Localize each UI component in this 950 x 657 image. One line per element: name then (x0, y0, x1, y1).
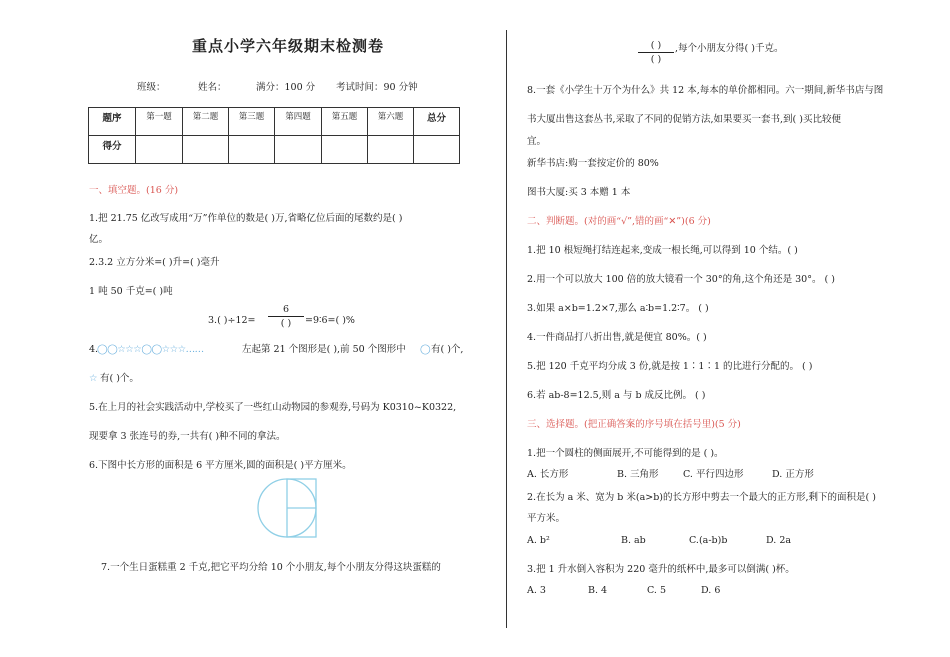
exam-time-label: 考试时间：90 分钟 (336, 82, 418, 93)
full-score-label: 满分：100 分 (256, 82, 316, 93)
table-header-cell: 题序 (89, 108, 136, 136)
score-cell[interactable] (322, 136, 368, 164)
judge-item: 2.用一个可以放大 100 倍的放大镜看一个 30°的角,这个角还是 30°。 ( ) (527, 274, 835, 285)
question-1-8-cont: 书大厦出售这套丛书,采取了不同的促销方法,如果要买一套书,到( )买比较便 (527, 114, 841, 125)
section2-heading: 二、判断题。(对的画“√”,错的画“✕”)(6 分) (527, 216, 711, 227)
choice-option: B. ab (621, 535, 646, 546)
table-header-cell: 第三题 (229, 108, 275, 136)
name-field-label: 姓名： (198, 82, 227, 93)
question-1-3-fraction (264, 304, 308, 329)
choice-option: C. 5 (647, 585, 667, 596)
question-1-8-cont2: 宜。 (527, 136, 547, 147)
judge-item: 1.把 10 根短绳打结连起来,变成一根长绳,可以得到 10 个结。( ) (527, 245, 798, 256)
question-1-5-cont: 现要拿 3 张连号的券,一共有( )种不同的拿法。 (89, 431, 286, 442)
score-row-label: 得分 (89, 136, 136, 164)
question-1-4-circle-count: 有( )个, (431, 344, 464, 355)
question-1-1: 1.把 21.75 亿改写成用“万”作单位的数是( )万,省略亿位后面的尾数约是( ) (89, 213, 403, 224)
fraction-bar (638, 52, 674, 53)
choice-option: C. 平行四边形 (683, 469, 744, 480)
question-1-8-option-b: 图书大厦:买 3 本赠 1 本 (527, 187, 631, 198)
question-1-3-left: 3.( )÷12= (208, 315, 256, 326)
judge-item: 6.若 ab-8=12.5,则 a 与 b 成反比例。 ( ) (527, 390, 706, 401)
choice-option: A. 长方形 (527, 469, 569, 480)
section3-heading: 三、选择题。(把正确答案的序号填在括号里)(5 分) (527, 419, 741, 430)
choice-question-1: 1.把一个圆柱的侧面展开,不可能得到的是 ( )。 (527, 448, 724, 459)
question-1-4-star-count: 有( )个。 (100, 373, 139, 384)
question-1-4-number: 4. (89, 344, 99, 355)
fraction-denominator: ( ) (650, 54, 662, 65)
choice-option: B. 三角形 (617, 469, 659, 480)
table-header-cell: 第六题 (368, 108, 414, 136)
choice-question-2: 2.在长为 a 米、宽为 b 米(a>b)的长方形中剪去一个最大的正方形,剩下的面积是( ) (527, 492, 876, 503)
choice-option: D. 2a (766, 535, 792, 546)
judge-item: 3.如果 a×b=1.2×7,那么 a∶b=1.2∶7。 ( ) (527, 303, 709, 314)
column-divider (506, 30, 507, 628)
score-cell[interactable] (368, 136, 414, 164)
choice-option: A. b² (527, 535, 550, 546)
score-table-header-row (89, 108, 460, 136)
choice-option: D. 正方形 (772, 469, 814, 480)
fraction-numerator: 6 (282, 304, 290, 315)
question-1-5: 5.在上月的社会实践活动中,学校买了一些红山动物园的参观券,号码为 K0310~K0322, (89, 402, 457, 413)
question-1-7-cont: ,每个小朋友分得( )千克。 (675, 43, 784, 54)
score-cell[interactable] (414, 136, 460, 164)
circle-symbol: ◯ (420, 344, 431, 355)
class-field-label: 班级： (137, 82, 166, 93)
page-title: 重点小学六年级期末检测卷 (192, 37, 385, 55)
question-1-2: 2.3.2 立方分米=( )升=( )毫升 (89, 257, 220, 268)
score-cell[interactable] (229, 136, 275, 164)
question-1-8-option-a: 新华书店:购一套按定价的 80% (527, 158, 659, 169)
question-1-8: 8.一套《小学生十万个为什么》共 12 本,每本的单价都相同。六一期间,新华书店与图 (527, 85, 884, 96)
choice-option: B. 4 (588, 585, 608, 596)
table-header-cell: 总分 (414, 108, 460, 136)
question-1-4: 左起第 21 个图形是( ),前 50 个图形中 (242, 344, 406, 355)
table-header-cell: 第一题 (136, 108, 183, 136)
score-cell[interactable] (136, 136, 183, 164)
score-table-score-row (89, 136, 460, 164)
question-1-7: 7.一个生日蛋糕重 2 千克,把它平均分给 10 个小朋友,每个小朋友分得这块蛋糕的 (101, 562, 441, 573)
table-header-cell: 第四题 (275, 108, 322, 136)
question-1-6: 6.下图中长方形的面积是 6 平方厘米,圆的面积是( )平方厘米。 (89, 460, 352, 471)
table-header-cell: 第五题 (322, 108, 368, 136)
question-1-2-cont: 1 吨 50 千克=( )吨 (89, 286, 173, 297)
shape-sequence: ◯◯☆☆☆◯◯☆☆☆…… (97, 344, 204, 355)
score-cell[interactable] (275, 136, 322, 164)
choice-option: A. 3 (527, 585, 546, 596)
question-1-3-right: =9∶6=( )% (305, 315, 355, 326)
circle-rectangle-figure (257, 478, 319, 540)
fraction-bar (268, 316, 304, 317)
score-cell[interactable] (183, 136, 229, 164)
question-1-7-fraction (634, 40, 678, 65)
star-symbol: ☆ (89, 373, 98, 384)
question-1-1-cont: 亿。 (89, 234, 109, 245)
judge-item: 5.把 120 千克平均分成 3 份,就是按 1∶1∶1 的比进行分配的。 ( ) (527, 361, 813, 372)
judge-item: 4.一件商品打八折出售,就是便宜 80%。( ) (527, 332, 707, 343)
choice-question-3: 3.把 1 升水倒入容积为 220 毫升的纸杯中,最多可以倒满( )杯。 (527, 564, 795, 575)
section1-heading: 一、填空题。(16 分) (89, 185, 179, 196)
fraction-numerator: ( ) (650, 40, 662, 51)
choice-option: C.(a-b)b (689, 535, 728, 546)
score-table (88, 107, 460, 164)
table-header-cell: 第二题 (183, 108, 229, 136)
choice-question-2-cont: 平方米。 (527, 513, 566, 524)
fraction-denominator: ( ) (280, 318, 292, 329)
choice-option: D. 6 (701, 585, 721, 596)
